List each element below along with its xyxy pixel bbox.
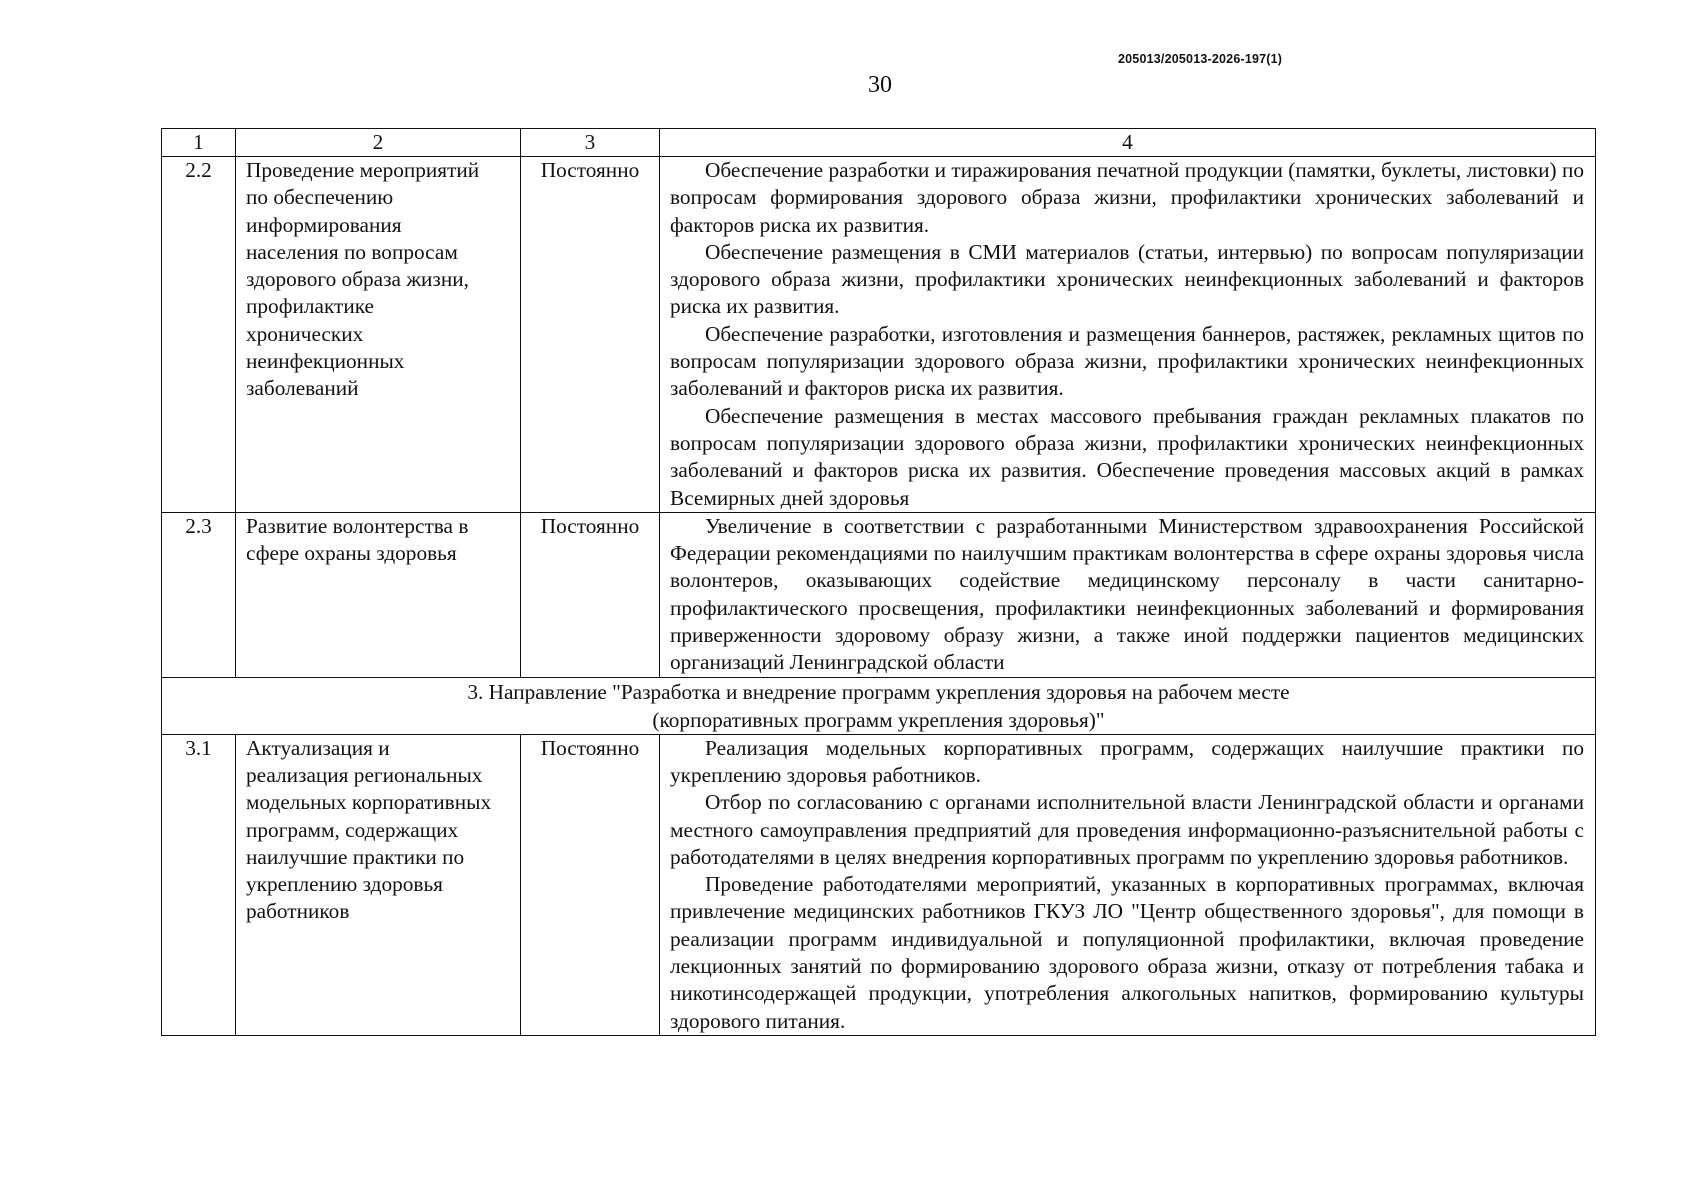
row-number: 3.1: [162, 734, 236, 1035]
section-heading-line1: 3. Направление "Разработка и внедрение программ укрепления здоровья на рабочем месте: [467, 679, 1290, 704]
table-row: [162, 157, 1596, 513]
section-heading-row: [162, 677, 1596, 734]
measure-description: [660, 157, 1596, 513]
row-number: 2.3: [162, 512, 236, 677]
measure-term: Постоянно: [521, 512, 660, 677]
measure-name: [236, 734, 521, 1035]
description-paragraph: Обеспечение разработки и тиражирования печатной продукции (памятки, буклеты, листовки) по вопросам формирования здорового образа жизни, профилактики хронических заболеваний и факторов риска их развития.: [670, 158, 1584, 237]
measure-name: [236, 512, 521, 677]
measures-table: [161, 128, 1596, 1036]
header-cell: 1: [162, 129, 236, 157]
measure-term: Постоянно: [521, 734, 660, 1035]
description-paragraph: Отбор по согласованию с органами исполнительной власти Ленинградской области и органами местного самоуправления предприятий для проведения информационно-разъяснительной работы с работодателями в целях внедрения корпоративных программ по укреплению здоровья работников.: [670, 790, 1584, 869]
measure-description: [660, 512, 1596, 677]
measure-name-text: Проведение мероприятий по обеспечению информирования населения по вопросам здорового образа жизни, профилактике хронических неинфекционных заболеваний: [246, 158, 480, 401]
row-number: 2.2: [162, 157, 236, 513]
description-paragraph: Обеспечение размещения в местах массового пребывания граждан рекламных плакатов по вопросам популяризации здорового образа жизни, профилактики хронических неинфекционных заболеваний и факторов риска их развития. Обеспечение проведения массовых акций в рамках Всемирных дней здоровья: [670, 403, 1584, 510]
document-id: 205013/205013-2026-197(1): [1118, 52, 1283, 66]
page-number: 30: [868, 72, 892, 98]
description-paragraph: Обеспечение размещения в СМИ материалов (статьи, интервью) по вопросам популяризации здорового образа жизни, профилактики хронических неинфекционных заболеваний и факторов риска их развития.: [670, 239, 1584, 319]
measure-name: [236, 157, 521, 513]
table-header-row: [162, 129, 1596, 157]
section-heading: [162, 677, 1596, 734]
header-cell: 4: [660, 129, 1596, 157]
measure-term: Постоянно: [521, 157, 660, 513]
section-heading-line2: (корпоративных программ укрепления здоровья)": [652, 707, 1105, 732]
table-row: [162, 734, 1596, 1035]
description-paragraph: Увеличение в соответствии с разработанными Министерством здравоохранения Российской Федерации рекомендациями по наилучшим практикам волонтерства в сфере охраны здоровья числа волонтеров, оказывающих содействие медицинскому персоналу в части санитарно-профилактического просвещения, профилактики неинфекционных заболеваний и формирования приверженности здоровому образу жизни, а также иной поддержки пациентов медицинских организаций Ленинградской области: [670, 513, 1584, 675]
measure-name-text: Развитие волонтерства в сфере охраны здоровья: [246, 513, 469, 566]
description-paragraph: Реализация модельных корпоративных программ, содержащих наилучшие практики по укреплению здоровья работников.: [670, 735, 1584, 787]
measure-description: [660, 734, 1596, 1035]
description-paragraph: Обеспечение разработки, изготовления и размещения баннеров, растяжек, рекламных щитов по вопросам популяризации здорового образа жизни, профилактики хронических неинфекционных заболеваний и факторов риска их развития.: [670, 321, 1584, 401]
description-paragraph: Проведение работодателями мероприятий, указанных в корпоративных программах, включая привлечение медицинских работников ГКУЗ ЛО "Центр общественного здоровья", для помощи в реализации программ индивидуальной и популяционной профилактики, включая проведение лекционных занятий по формированию здорового образа жизни, отказу от потребления табака и никотинсодержащей продукции, употребления алкогольных напитков, формированию культуры здорового питания.: [670, 872, 1584, 1033]
header-cell: 3: [521, 129, 660, 157]
measure-name-text: Актуализация и реализация региональных модельных корпоративных программ, содержащих наилучшие практики по укреплению здоровья работников: [246, 735, 492, 924]
header-cell: 2: [236, 129, 521, 157]
table-row: [162, 512, 1596, 677]
